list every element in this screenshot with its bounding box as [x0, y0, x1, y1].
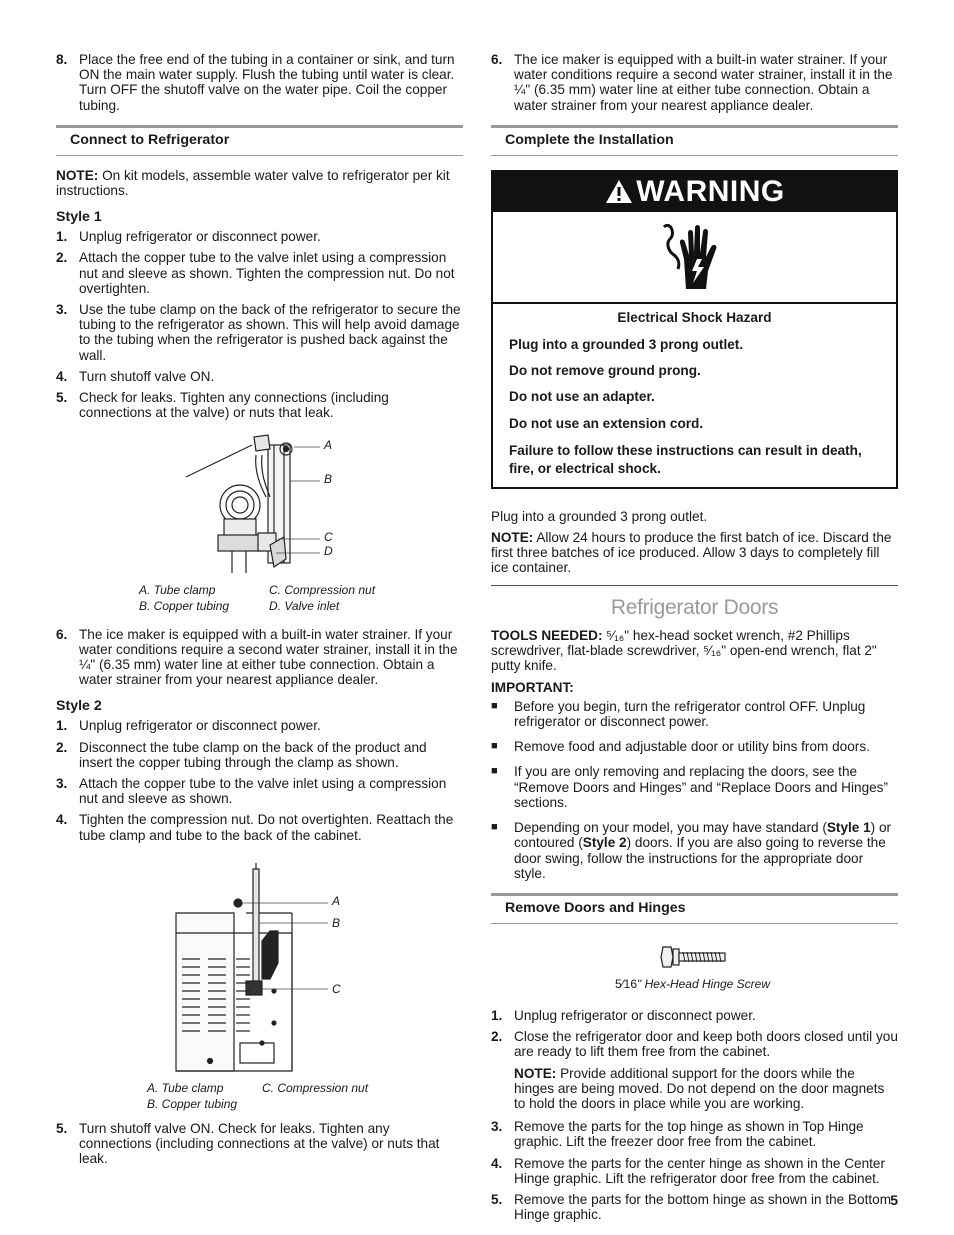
style2-strong: Style 2 [582, 835, 627, 851]
step-text: The ice maker is equipped with a built-in water strainer. If your water conditions require a second water strainer, install it in the ¼" (6.35 mm) water line at either tube connection. Obtain a water strainer from your nearest appliance dealer. [514, 52, 893, 113]
strainer-step [491, 52, 898, 113]
bullet-item [491, 699, 898, 729]
bullet-item [491, 739, 898, 754]
complete-heading: Complete the Installation [491, 125, 898, 156]
bullet-square-icon: ■ [491, 765, 498, 778]
step-text: Remove the parts for the top hinge as shown in Top Hinge graphic. Lift the freezer door free from the cabinet. [514, 1119, 864, 1150]
plug-text: Plug into a grounded 3 prong outlet. [491, 508, 708, 524]
step-text: Remove the parts for the center hinge as shown in the Center Hinge graphic. Lift the refrigerator door free from the cabinet. [514, 1155, 886, 1186]
step-text: Unplug refrigerator or disconnect power. [79, 229, 321, 245]
note-text: Provide additional support for the doors while the hinges are being moved. Do not depend on the door magnets to hold the doors in place while you are working. [514, 1065, 885, 1112]
bullet-text [514, 820, 898, 881]
step-text: Unplug refrigerator or disconnect power. [79, 718, 321, 734]
warning-line: Plug into a grounded 3 prong outlet. [509, 337, 744, 352]
tools-text: ⁵⁄₁₆" hex-head socket wrench, #2 Phillips screwdriver, flat-blade screwdriver, ⁵⁄₁₆" open-end wrench, flat 2" putty knife. [491, 627, 877, 674]
kit-note [56, 168, 463, 198]
shock-icon-row [493, 212, 896, 304]
bullet-text-part: Depending on your model, you may have standard ( [514, 820, 827, 836]
figure-label-c: C [324, 529, 333, 544]
screw-fraction: 5⁄16 [615, 976, 638, 991]
step-number: 2. [56, 739, 68, 755]
style1-step [56, 390, 463, 420]
step-number: 1. [56, 229, 68, 245]
figure-label-b: B [332, 915, 341, 930]
cabinet-diagram [56, 861, 463, 1083]
electric-shock-hand-icon [660, 219, 730, 295]
style1-step [56, 250, 463, 296]
page-number: 5 [890, 1192, 898, 1208]
caption-valve-inlet: D. Valve inlet [269, 598, 340, 613]
step-text: The ice maker is equipped with a built-in water strainer. If your water conditions require a second water strainer, install it in the ¼" (6.35 mm) water line at either tube connection. Obtain a water strainer from your nearest appliance dealer. [79, 626, 458, 688]
step-number: 3. [491, 1119, 503, 1135]
right-column [491, 52, 898, 1229]
remove-step [491, 1156, 898, 1186]
note-label: NOTE: [514, 1065, 557, 1081]
style2-cabinet-figure [56, 849, 463, 1121]
ice-note [491, 530, 898, 576]
important-text: IMPORTANT: [491, 679, 574, 695]
warning-line: Do not use an extension cord. [509, 415, 704, 431]
style1-step-6 [56, 627, 463, 688]
step-text: Remove the parts for the bottom hinge as shown in the Bottom Hinge graphic. [514, 1192, 892, 1223]
step-number: 2. [56, 250, 68, 266]
style2-step-5 [56, 1121, 463, 1167]
bullet-square-icon: ■ [491, 740, 498, 753]
bullet-text: Before you begin, turn the refrigerator control OFF. Unplug refrigerator or disconnect power. [514, 698, 866, 730]
note-text: Allow 24 hours to produce the first batch of ice. Discard the first three batches of ice produced. Allow 3 days to completely fill ice container. [491, 529, 892, 576]
step-number: 2. [491, 1029, 503, 1045]
step-number: 4. [56, 368, 68, 384]
step-number: 5. [56, 390, 68, 406]
remove-heading: Remove Doors and Hinges [491, 893, 898, 924]
step-number: 3. [56, 302, 68, 317]
hex-head-screw-icon [659, 944, 729, 970]
bullet-square-icon: ■ [491, 821, 498, 834]
step-number: 4. [491, 1155, 503, 1171]
step-text: Unplug refrigerator or disconnect power. [514, 1007, 756, 1023]
style2-step [56, 740, 463, 770]
bullet-item [491, 820, 898, 881]
style2-heading: Style 2 [56, 698, 102, 715]
step-number: 6. [56, 626, 68, 642]
step-text: Attach the copper tube to the valve inlet using a compression nut and sleeve as shown. Tighten the compression nut. Do not overtighten. [79, 250, 455, 296]
caption-tube-clamp: A. Tube clamp [147, 1080, 224, 1095]
warning-line: Do not use an adapter. [509, 389, 655, 405]
note-label: NOTE: [491, 529, 534, 545]
tools-needed [491, 628, 898, 674]
style1-heading: Style 1 [56, 209, 102, 226]
note-text: On kit models, assemble water valve to refrigerator per kit instructions. [56, 167, 450, 198]
note-label: NOTE: [56, 167, 99, 183]
step-text: Check for leaks. Tighten any connections (including connections at the valve) or nuts that leak. [79, 390, 389, 421]
caption-compression-nut: C. Compression nut [262, 1080, 369, 1095]
important-label [491, 680, 898, 695]
warning-body [493, 304, 896, 487]
screw-caption-text: " Hex-Head Hinge Screw [637, 976, 771, 991]
bullet-text: If you are only removing and replacing the doors, see the “Remove Doors and Hinges” and “Replace Doors and Hinges” sections. [514, 764, 889, 810]
warning-line: Do not remove ground prong. [509, 363, 701, 379]
caption-copper-tubing: B. Copper tubing [139, 598, 230, 613]
door-support-note [514, 1066, 898, 1112]
step-text: Disconnect the tube clamp on the back of the product and insert the copper tubing through the clamp as shown. [79, 739, 427, 770]
bullet-item [491, 764, 898, 810]
step-number: 4. [56, 812, 68, 828]
step-number: 1. [56, 718, 68, 734]
caption-tube-clamp: A. Tube clamp [139, 582, 216, 597]
step-number: 3. [56, 775, 68, 791]
remove-step [491, 1192, 898, 1222]
style2-step [56, 718, 463, 733]
figure-label-b: B [324, 471, 333, 486]
figure-label-d: D [324, 543, 333, 558]
connect-heading: Connect to Refrigerator [56, 125, 463, 156]
tools-label: TOOLS NEEDED: [491, 627, 603, 643]
bullet-text: Remove food and adjustable door or utility bins from doors. [514, 739, 870, 755]
step-text: Turn shutoff valve ON. [79, 368, 215, 384]
style1-valve-figure [56, 427, 463, 627]
warning-banner [493, 172, 896, 212]
style1-step [56, 229, 463, 244]
style2-step [56, 812, 463, 842]
step-number: 5. [491, 1192, 503, 1208]
step-8 [56, 52, 463, 113]
hinge-screw-figure [491, 936, 898, 1008]
step-text: Place the free end of the tubing in a container or sink, and turn ON the main water supply. Flush the tubing until water is clear. Turn OFF the shutoff valve on the water pipe. Coil the copper tubing. [79, 52, 455, 113]
style1-strong: Style 1 [826, 820, 871, 836]
style1-step [56, 369, 463, 384]
remove-step [491, 1008, 898, 1023]
step-text: Turn shutoff valve ON. Check for leaks. Tighten any connections (including connections at the valve) or nuts that leak. [79, 1120, 440, 1167]
bullet-text-part: ) or contoured ( [514, 820, 892, 851]
step-text: Tighten the compression nut. Do not overtighten. Reattach the tube clamp and tube to the back of the cabinet. [79, 812, 454, 843]
style1-step [56, 302, 463, 363]
figure-label-c: C [332, 981, 341, 996]
doors-title: Refrigerator Doors [491, 585, 898, 620]
hazard-title: Electrical Shock Hazard [617, 309, 772, 325]
step-text: Close the refrigerator door and keep both doors closed until you are ready to lift them free from the cabinet. [514, 1029, 898, 1060]
caption-compression-nut: C. Compression nut [269, 582, 376, 597]
bullet-square-icon: ■ [491, 699, 498, 712]
remove-step [491, 1119, 898, 1149]
caption-copper-tubing: B. Copper tubing [147, 1096, 238, 1111]
step-number: 8. [56, 52, 68, 67]
figure-label-a: A [332, 893, 341, 908]
valve-diagram [56, 427, 463, 587]
step-text: Use the tube clamp on the back of the refrigerator to secure the tubing to the refrigerator as shown. This will help avoid damage to the tubing when the refrigerator is pushed back against the wall. [79, 302, 461, 363]
style2-step [56, 776, 463, 806]
step-number: 6. [491, 52, 503, 67]
screw-caption [615, 978, 770, 991]
warning-title: WARNING [636, 174, 785, 208]
step-number: 5. [56, 1120, 68, 1136]
step-number: 1. [491, 1007, 503, 1023]
warning-line: Failure to follow these instructions can result in death, fire, or electrical shock. [509, 442, 862, 477]
remove-step [491, 1029, 898, 1059]
left-column [56, 52, 463, 1173]
figure-label-a: A [324, 437, 333, 452]
step-text: Attach the copper tube to the valve inlet using a compression nut and sleeve as shown. [79, 775, 447, 807]
warning-box [491, 170, 898, 489]
alert-triangle-icon [604, 178, 634, 205]
bullet-text-part: ) doors. If you are also going to reverse the door swing, follow the instructions for the appropriate door style. [514, 835, 886, 881]
